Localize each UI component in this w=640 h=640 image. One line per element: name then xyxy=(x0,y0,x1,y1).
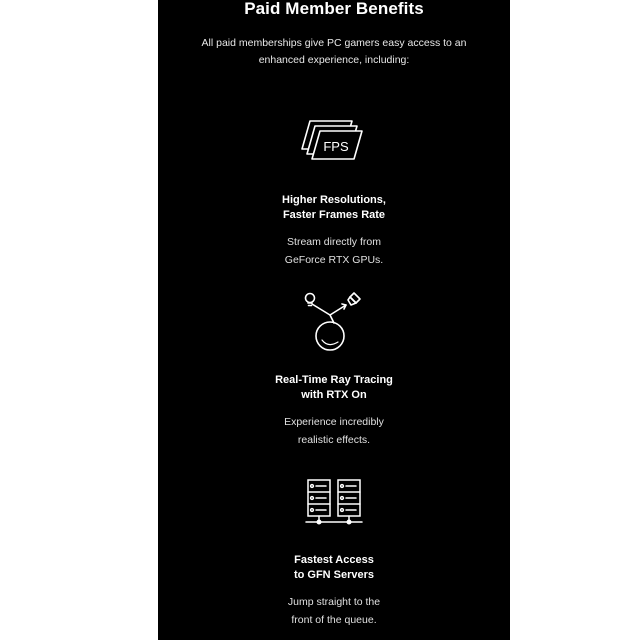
section-intro xyxy=(178,35,490,69)
benefit-title-fastest-access: Fastest Access to GFN Servers xyxy=(293,554,375,581)
ray-tracing-icon xyxy=(298,290,370,362)
server-rack-icon xyxy=(298,474,370,546)
benefit-desc-fastest-access: Jump straight to the front of the queue. xyxy=(287,596,381,626)
benefit-title-ray-tracing: Real-Time Ray Tracing with RTX On xyxy=(275,374,393,401)
section-heading: Paid Member Benefits xyxy=(244,0,424,18)
paid-member-benefits-panel xyxy=(158,0,510,640)
intro-line-2: enhanced experience, including: xyxy=(258,54,410,66)
fps-icon xyxy=(298,113,370,185)
benefit-desc-ray-tracing: Experience incredibly realistic effects. xyxy=(284,416,384,446)
intro-line-1: All paid memberships give PC gamers easy access to an xyxy=(201,37,467,49)
benefit-title-resolution: Higher Resolutions, Faster Frames Rate xyxy=(282,194,386,221)
svg-text:FPS: FPS xyxy=(323,139,349,154)
benefit-desc-resolution: Stream directly from GeForce RTX GPUs. xyxy=(284,236,384,266)
